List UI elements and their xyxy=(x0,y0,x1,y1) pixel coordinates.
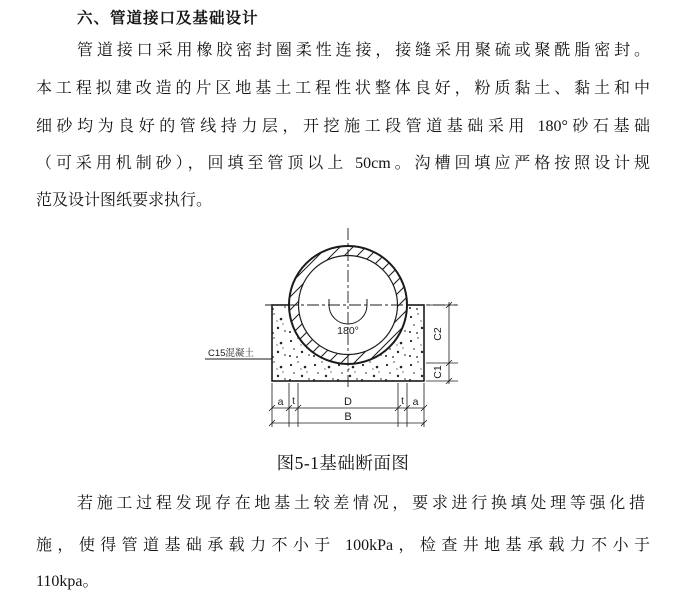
dimension-d-label: D xyxy=(344,396,352,408)
paragraph-line: 若施工过程发现存在地基土较差情况，要求进行换填处理等强化措 xyxy=(77,495,645,512)
dimension-c1-label: C1 xyxy=(432,365,444,379)
dimension-t-left-label: t xyxy=(292,396,295,407)
concrete-callout xyxy=(205,347,272,359)
dimension-b-label: B xyxy=(344,411,352,423)
paragraph-line: 细砂均为良好的管线持力层，开挖施工段管道基础采用 180°砂石基础 xyxy=(36,118,650,135)
foundation-section-diagram xyxy=(190,222,470,434)
diagram-svg xyxy=(190,222,470,434)
paragraph-line: 110kpa。 xyxy=(36,573,99,590)
paragraph-line: 管道接口采用橡胶密封圈柔性连接，接缝采用聚硫或聚酰脂密封。 xyxy=(77,42,650,59)
dimension-t-right-label: t xyxy=(401,396,404,407)
paragraph-line: 范及设计图纸要求执行。 xyxy=(36,192,213,209)
angle-label: 180° xyxy=(337,325,359,337)
dimension-c2-label: C2 xyxy=(432,327,444,341)
concrete-label: C15混凝土 xyxy=(208,348,254,359)
section-heading: 六、管道接口及基础设计 xyxy=(77,10,259,27)
figure-caption: 图5-1基础断面图 xyxy=(276,453,410,473)
paragraph-line: （可采用机制砂），回填至管顶以上 50cm。沟槽回填应严格按照设计规 xyxy=(36,155,650,172)
paragraph-line: 施，使得管道基础承载力不小于 100kPa，检查井地基承载力不小于 xyxy=(36,537,650,554)
dimension-a-left-label: a xyxy=(277,396,284,408)
paragraph-line: 本工程拟建改造的片区地基土工程性状整体良好，粉质黏土、黏土和中 xyxy=(36,80,650,97)
dimension-a-right-label: a xyxy=(412,396,419,408)
